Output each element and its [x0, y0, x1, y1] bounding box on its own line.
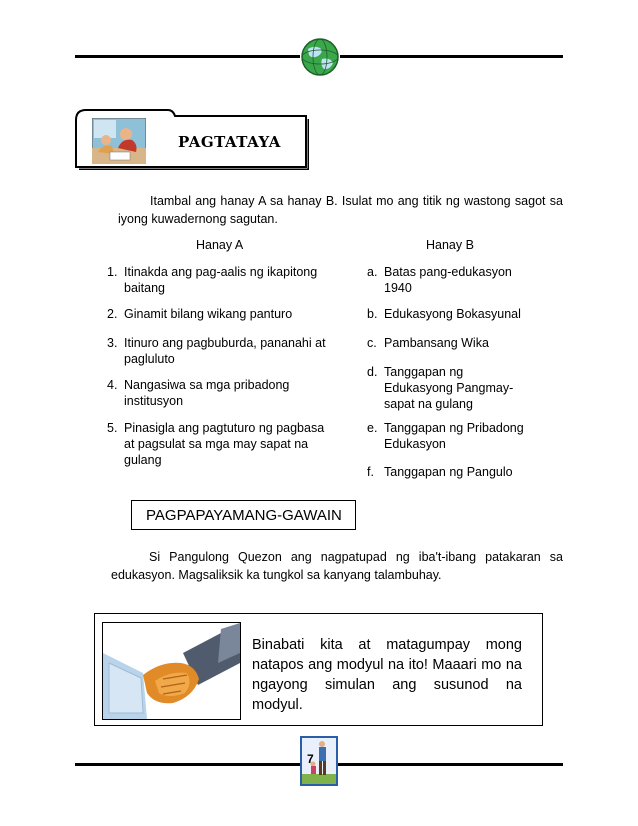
bottom-rule-right	[338, 763, 563, 766]
hanay-a-heading: Hanay A	[196, 238, 244, 252]
hanay-b-item: c. Pambansang Wika	[367, 336, 489, 350]
handshake-frame	[102, 622, 241, 720]
handshake-icon	[103, 623, 240, 719]
page-number: 7	[307, 752, 314, 766]
student-writing-icon	[92, 118, 146, 164]
gawain-text: Si Pangulong Quezon ang nagpatupad ng iba't-ibang patakaran sa edukasyon. Magsaliksik ka tungkol sa kanyang talambuhay.	[111, 550, 563, 582]
hanay-b-heading: Hanay B	[426, 238, 474, 252]
hanay-b-item: b. Edukasyong Bokasyunal	[367, 307, 521, 321]
hanay-b-item: f. Tanggapan ng Pangulo	[367, 465, 513, 479]
gawain-title: PAGPAPAYAMANG-GAWAIN	[146, 507, 342, 524]
congrats-message: Binabati kita at matagumpay mong natapos ang modyul na ito! Maaari mo na ngayong simulan ang susunod na modyul.	[252, 637, 522, 713]
gawain-title-box	[131, 500, 356, 530]
instructions-text: Itambal ang hanay A sa hanay B. Isulat mo ang titik ng wastong sagot sa iyong kuwadernong sagutan.	[118, 194, 563, 226]
hanay-a-item: 1. Itinakda ang pag-aalis ng ikapitong baitang	[107, 265, 318, 295]
hanay-a-item: 2. Ginamit bilang wikang panturo	[107, 307, 293, 321]
hanay-a-item: 5. Pinasigla ang pagtuturo ng pagbasa at pagsulat sa mga may sapat na gulang	[107, 421, 325, 467]
page-number-frame	[300, 736, 338, 786]
bottom-rule	[75, 763, 300, 766]
globe-icon	[300, 37, 340, 77]
hanay-a-item: 3. Itinuro ang pagbuburda, pananahi at pagluluto	[107, 336, 326, 366]
hanay-b-item: e. Tanggapan ng Pribadong Edukasyon	[367, 421, 524, 451]
top-rule	[75, 55, 300, 58]
hanay-b-item: a. Batas pang-edukasyon 1940	[367, 265, 512, 295]
top-rule-right	[340, 55, 563, 58]
hanay-a-item: 4. Nangasiwa sa mga pribadong institusyon	[107, 378, 290, 408]
section-title: PAGTATAYA	[178, 133, 281, 151]
hanay-b-item: d. Tanggapan ng Edukasyong Pangmay-sapat na gulang	[367, 365, 514, 411]
